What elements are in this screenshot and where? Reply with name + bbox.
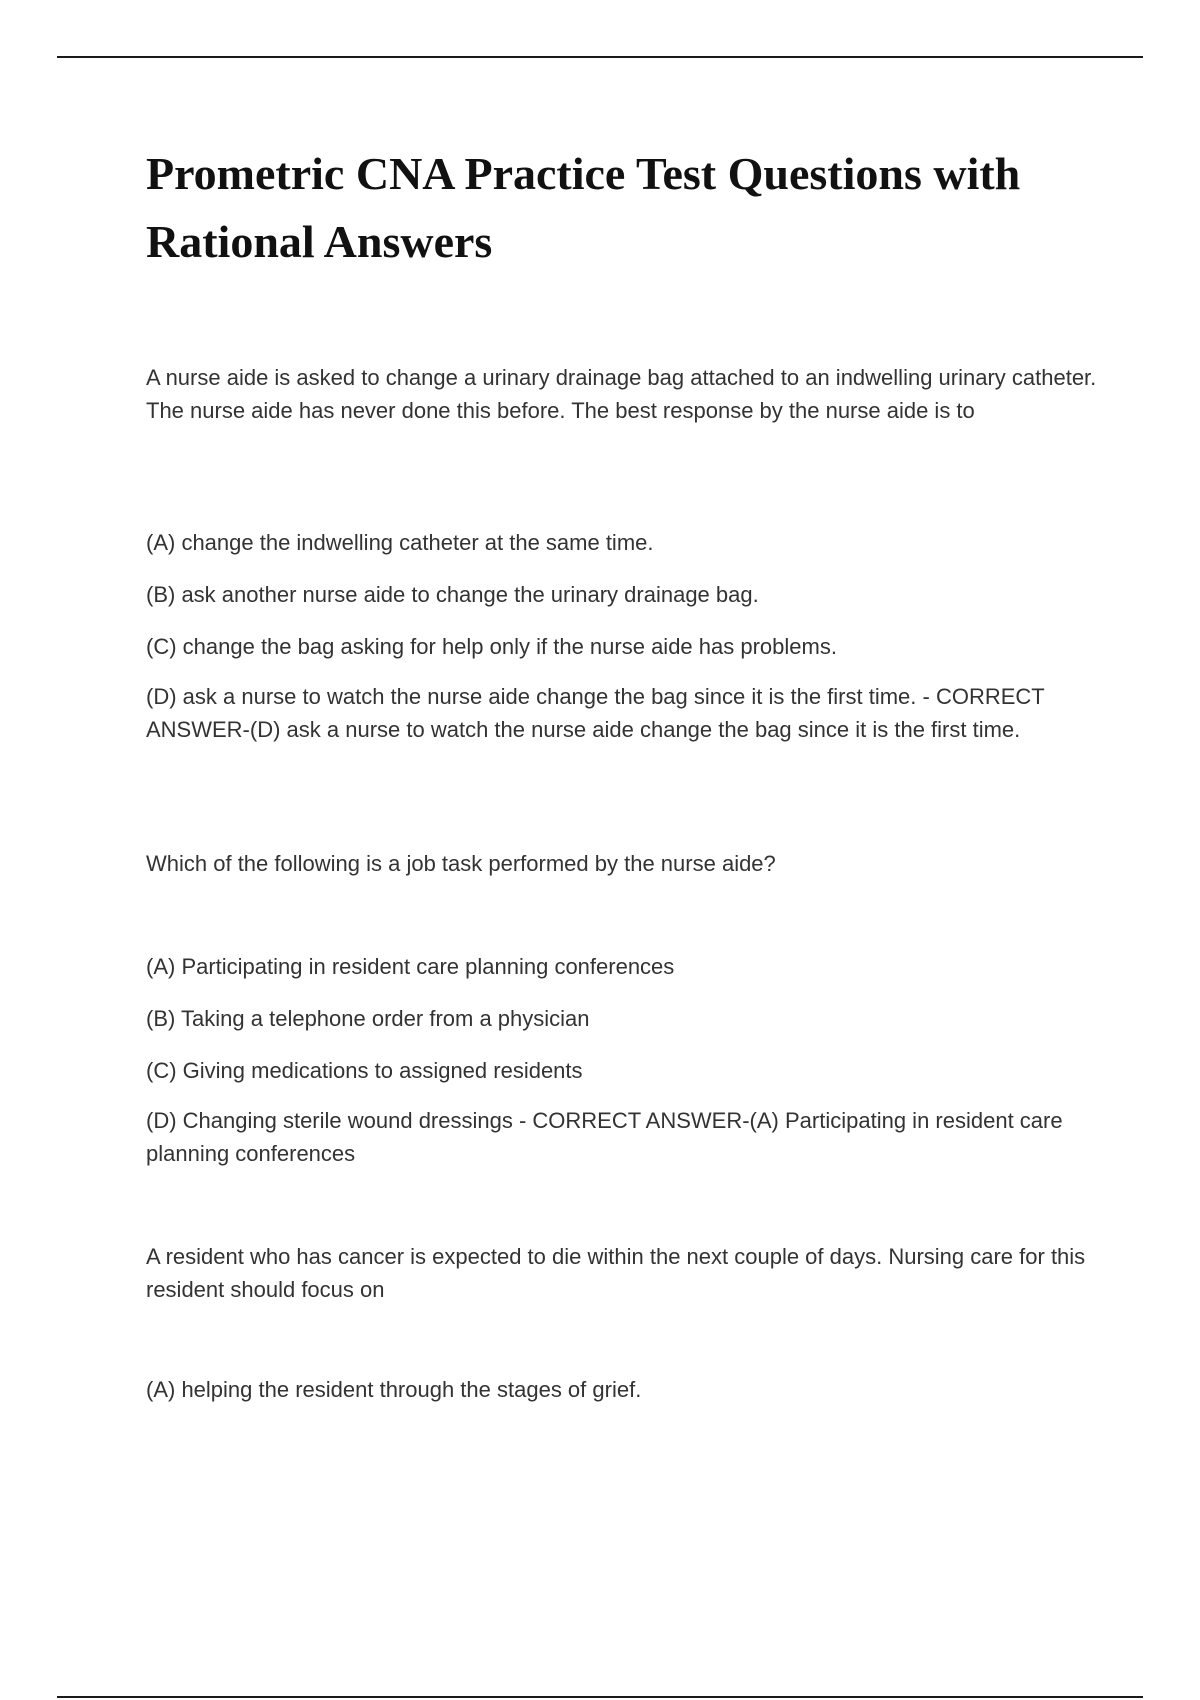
question-3-option-a: (A) helping the resident through the stages of grief.: [146, 1377, 642, 1402]
top-rule: [57, 56, 1143, 58]
question-1-option-c: (C) change the bag asking for help only if the nurse aide has problems.: [146, 634, 837, 659]
question-2-option-d-with-answer: (D) Changing sterile wound dressings - CORRECT ANSWER-(A) Participating in resident care planning conferences: [146, 1108, 1063, 1166]
document-title: Prometric CNA Practice Test Questions with Rational Answers: [146, 148, 1021, 267]
question-2-option-a: (A) Participating in resident care planning conferences: [146, 954, 675, 979]
question-1-option-b: (B) ask another nurse aide to change the urinary drainage bag.: [146, 582, 759, 607]
question-2-option-c: (C) Giving medications to assigned residents: [146, 1058, 583, 1083]
question-1-option-a: (A) change the indwelling catheter at the same time.: [146, 530, 654, 555]
question-2-text: Which of the following is a job task performed by the nurse aide?: [146, 851, 776, 876]
question-2-option-b: (B) Taking a telephone order from a physician: [146, 1006, 590, 1031]
question-1-option-d-with-answer: (D) ask a nurse to watch the nurse aide change the bag since it is the first time. - CORRECT ANSWER-(D) ask a nurse to watch the nurse aide change the bag since it is the first time.: [146, 684, 1045, 742]
bottom-rule: [57, 1696, 1143, 1698]
question-1-text: A nurse aide is asked to change a urinary drainage bag attached to an indwelling urinary catheter. The nurse aide has never done this before. The best response by the nurse aide is to: [146, 365, 1097, 423]
document-content: [146, 140, 1106, 1402]
question-3-text: A resident who has cancer is expected to die within the next couple of days. Nursing care for this resident should focus on: [146, 1244, 1086, 1302]
